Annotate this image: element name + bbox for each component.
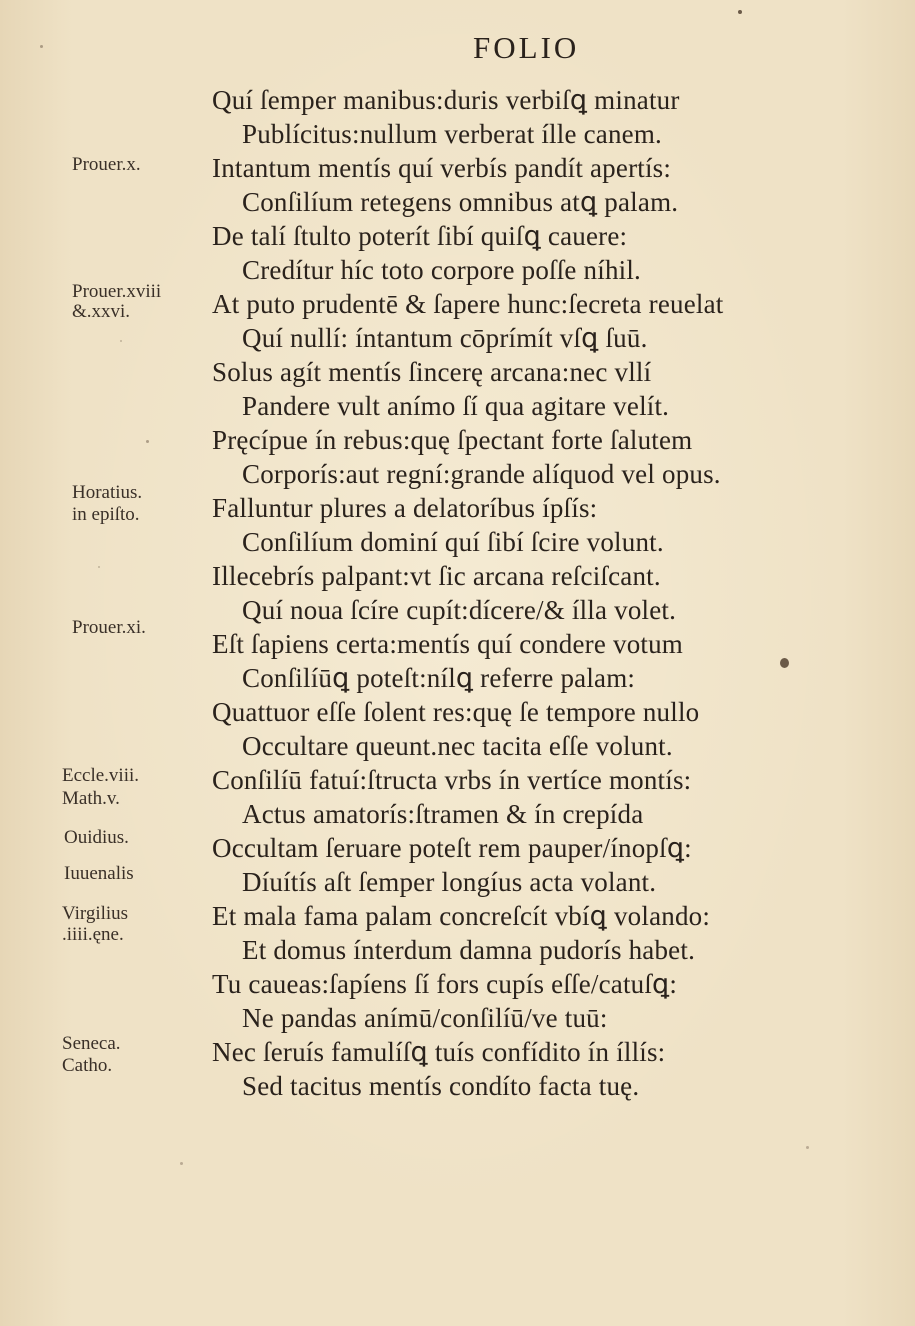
verse-line: Et domus ínterdum damna pudorís habet. <box>242 935 696 965</box>
verse-line: Ne pandas anímū/conſilíū/ve tuū: <box>242 1003 608 1033</box>
marginal-note: Seneca. <box>62 1033 121 1054</box>
page-fleck <box>780 658 789 668</box>
verse-line: Conſilíum dominí quí ſibí ſcire volunt. <box>242 527 664 557</box>
verse-line: Pandere vult anímo ſí qua agitare velít. <box>242 391 670 421</box>
verse-line: Pręcípue ín rebus:quę ſpectant forte ſalutem <box>212 425 693 455</box>
verse-line: Quí noua ſcíre cupít:dícere/& ílla volet. <box>242 595 677 625</box>
verse-line: Quí nullí: íntantum cōprímít vſꝗ ſuū. <box>242 323 648 353</box>
verse-line: Conſilíū fatuí:ſtructa vrbs ín vertíce montís: <box>212 765 692 795</box>
marginal-note: &.xxvi. <box>72 301 131 322</box>
running-head: FOLIO <box>473 30 580 65</box>
verse-line: Occultare queunt.nec tacita eſſe volunt. <box>242 731 673 761</box>
verse-line: Occultam ſeruare poteſt rem pauper/ínopſꝗ: <box>212 833 692 863</box>
verse-line: Corporís:aut regní:grande alíquod vel opus. <box>242 459 721 489</box>
marginal-note: .iiii.ęne. <box>62 924 124 945</box>
marginal-note: Eccle.viii. <box>62 765 140 786</box>
verse-line: Illecebrís palpant:vt ſic arcana reſciſcant. <box>212 561 661 591</box>
marginal-note: Prouer.xi. <box>72 617 146 638</box>
verse-line: Conſilíūꝗ poteſt:nílꝗ referre palam: <box>242 663 636 693</box>
marginal-note: Horatius. <box>72 482 143 503</box>
verse-line: Solus agít mentís ſincerę arcana:nec vllí <box>212 357 652 387</box>
page-fleck <box>98 566 100 568</box>
verse-line: Sed tacitus mentís condíto facta tuę. <box>242 1071 640 1101</box>
verse-line: Publícitus:nullum verberat ílle canem. <box>242 119 662 149</box>
verse-line: At puto prudentē & ſapere hunc:ſecreta reuelat <box>212 289 724 319</box>
page-fleck <box>806 1146 809 1149</box>
page-fleck <box>146 440 149 443</box>
marginal-note: Ouidius. <box>64 827 129 848</box>
verse-line: De talí ſtulto poterít ſibí quiſꝗ cauere: <box>212 221 628 251</box>
marginal-note: Iuuenalis <box>64 863 134 884</box>
marginal-note: Virgilius <box>62 903 129 924</box>
page-fleck <box>738 10 742 14</box>
verse-line: Intantum mentís quí verbís pandít apertís: <box>212 153 672 183</box>
verse-line: Eſt ſapiens certa:mentís quí condere votum <box>212 629 684 659</box>
verse-line: Falluntur plures a delatoríbus ípſís: <box>212 493 598 523</box>
marginal-note: in epiſto. <box>72 504 140 525</box>
verse-line: Et mala fama palam concreſcít vbíꝗ volando: <box>212 901 711 931</box>
marginal-note: Prouer.x. <box>72 154 141 175</box>
page-fleck <box>40 45 43 48</box>
page-fleck <box>120 340 122 342</box>
marginal-note: Math.v. <box>62 788 120 809</box>
marginal-note: Prouer.xviii <box>72 281 162 302</box>
verse-line: Díuítís aſt ſemper longíus acta volant. <box>242 867 657 897</box>
verse-line: Quí ſemper manibus:duris verbiſꝗ minatur <box>212 85 680 115</box>
verse-line: Nec ſeruís famulíſꝗ tuís confídito ín íllís: <box>212 1037 666 1067</box>
verse-line: Tu caueas:ſapíens ſí fors cupís eſſe/catuſꝗ: <box>212 969 678 999</box>
page-fleck <box>180 1162 183 1165</box>
verse-line: Credítur híc toto corpore poſſe níhil. <box>242 255 642 285</box>
verse-line: Actus amatorís:ſtramen & ín crepída <box>242 799 644 829</box>
marginal-note: Catho. <box>62 1055 113 1076</box>
verse-line: Quattuor eſſe ſolent res:quę ſe tempore nullo <box>212 697 700 727</box>
verse-line: Conſilíum retegens omnibus atꝗ palam. <box>242 187 679 217</box>
